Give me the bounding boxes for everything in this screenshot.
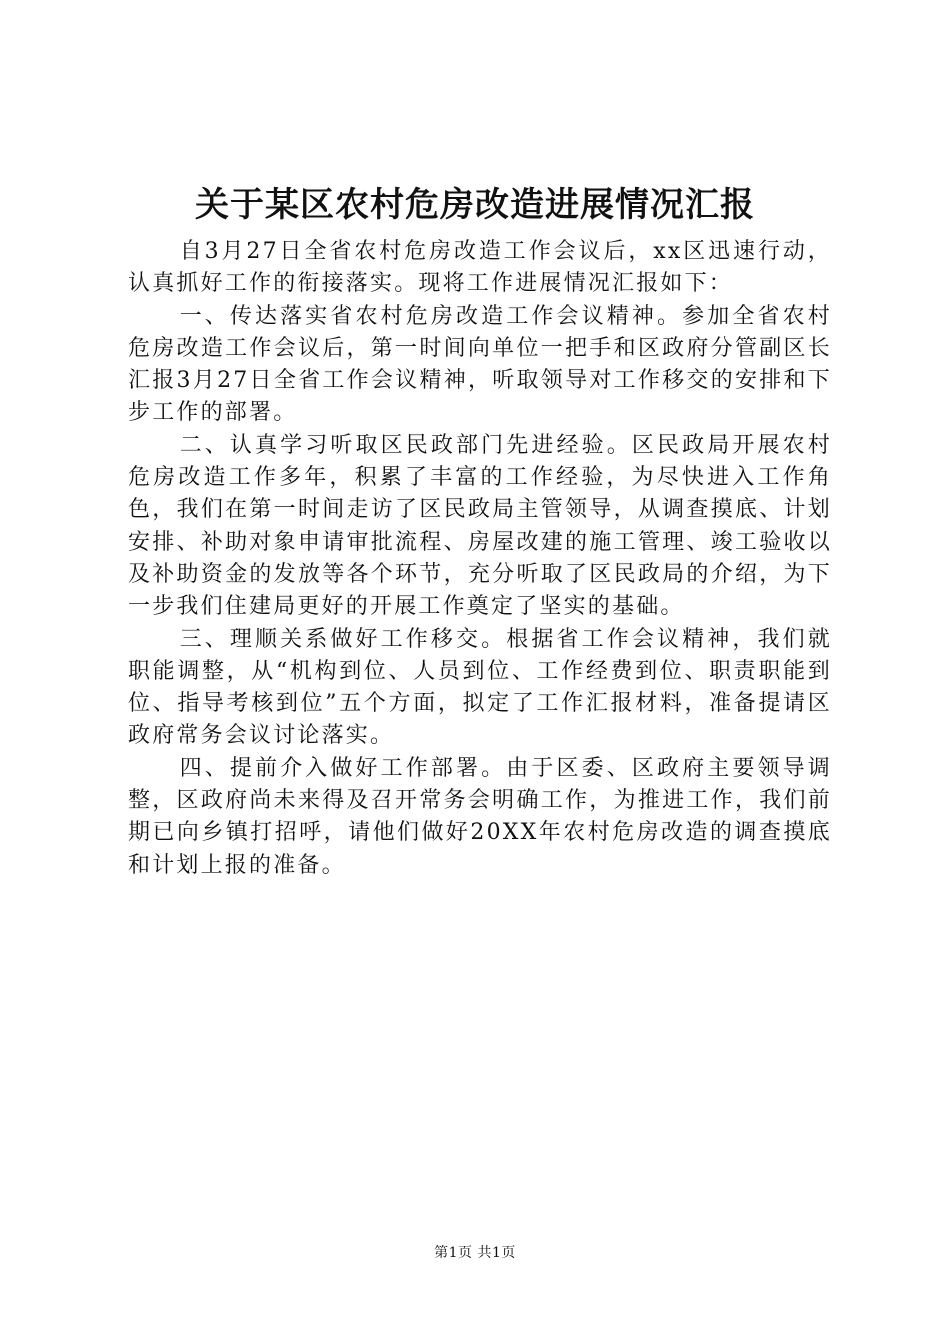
paragraph-section-4: 四、提前介入做好工作部署。由于区委、区政府主要领导调整，区政府尚未来得及召开常务会明确工作，为推进工作，我们前期已向乡镇打招呼，请他们做好20XX年农村危房改造的调查摸底和计划上报的准备。 [128,755,832,878]
page-footer: 第1页 共1页 [434,1245,516,1261]
paragraph-section-2: 二、认真学习听取区民政部门先进经验。区民政局开展农村危房改造工作多年，积累了丰富的工作经验，为尽快进入工作角色，我们在第一时间走访了区民政局主管领导，从调查摸底、计划安排、补助对象申请审批流程、房屋改建的施工管理、竣工验收以及补助资金的发放等各个环节，充分听取了区民政局的介绍，为下一步我们住建局更好的开展工作奠定了坚实的基础。 [128,432,832,620]
document-title: 关于某区农村危房改造进展情况汇报 [195,185,755,225]
paragraph-section-1: 一、传达落实省农村危房改造工作会议精神。参加全省农村危房改造工作会议后，第一时间向单位一把手和区政府分管副区长汇报3月27日全省工作会议精神，听取领导对工作移交的安排和下步工作的部署。 [128,303,832,426]
paragraph-intro: 自3月27日全省农村危房改造工作会议后，xx区迅速行动，认真抓好工作的衔接落实。现将工作进展情况汇报如下： [128,239,832,297]
paragraph-section-3: 三、理顺关系做好工作移交。根据省工作会议精神，我们就职能调整，从“机构到位、人员到位、工作经费到位、职责职能到位、指导考核到位”五个方面，拟定了工作汇报材料，准备提请区政府常务会议讨论落实。 [128,626,832,749]
document-body [128,236,832,882]
